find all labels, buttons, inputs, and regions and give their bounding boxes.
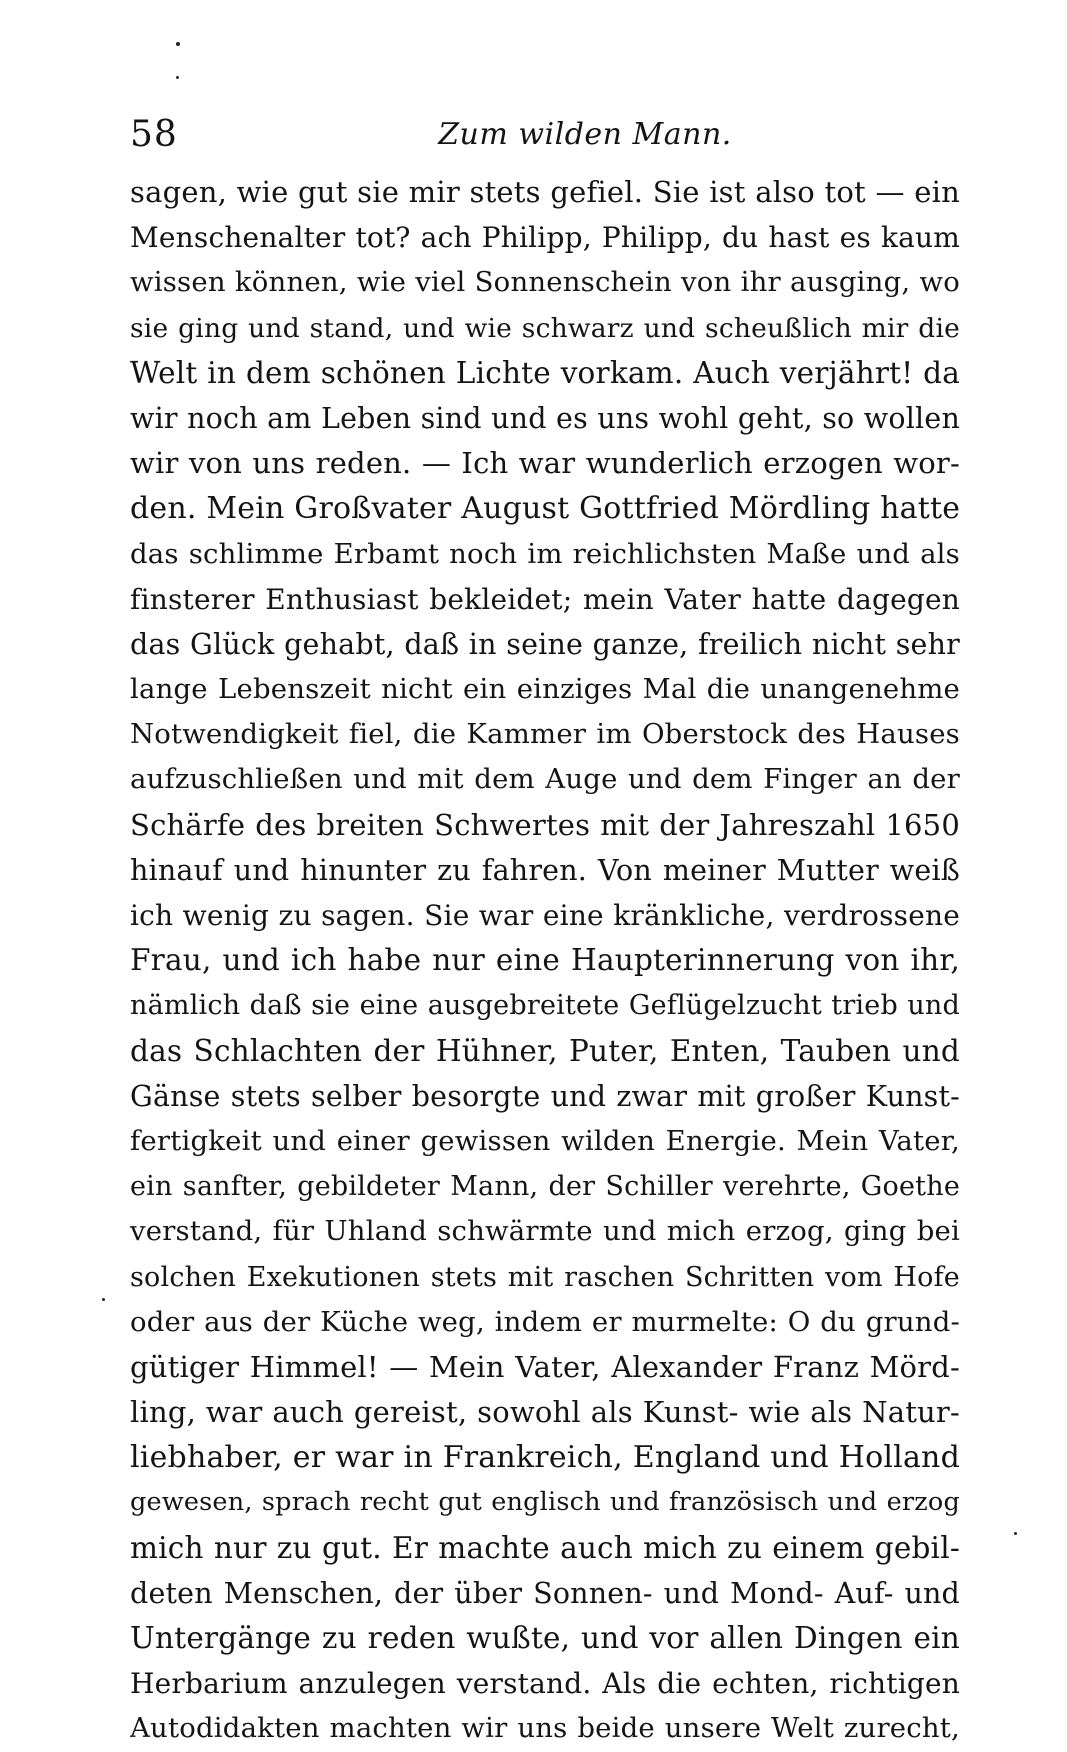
running-head: Zum wilden Mann. [438,117,732,152]
text-line: Schärfe des breiten Schwertes mit der Jahreszahl 1650 [130,807,960,842]
text-line: Herbarium anzulegen verstand. Als die echten, richtigen [130,1667,960,1701]
text-line: ein sanfter, gebildeter Mann, der Schiller verehrte, Goethe [130,1171,960,1203]
text-line: lange Lebenszeit nicht ein einziges Mal die unangenehme [130,673,960,706]
body-text [130,170,960,1752]
text-line: wir von uns reden. — Ich war wunderlich erzogen wor- [130,446,960,481]
text-line: sagen, wie gut sie mir stets gefiel. Sie ist also tot — ein [130,175,960,209]
text-line: nämlich daß sie eine ausgebreitete Geflügelzucht trieb und [130,990,960,1022]
text-line: deten Menschen, der über Sonnen- und Mond- Auf- und [130,1576,960,1610]
text-line: mich nur zu gut. Er machte auch mich zu einem gebil- [130,1530,960,1565]
text-line: Notwendigkeit fiel, die Kammer im Oberstock des Hauses [130,718,960,751]
text-line: Gänse stets selber besorgte und zwar mit großer Kunst- [130,1079,960,1113]
text-line: Autodidakten machten wir uns beide unsere Welt zurecht, [130,1712,960,1745]
text-line: Untergänge zu reden wußte, und vor allen Dingen ein [130,1621,960,1655]
scan-speck [176,76,179,79]
scan-speck [1014,1532,1017,1535]
text-line: hinauf und hinunter zu fahren. Von meiner Mutter weiß [130,853,960,887]
page-header [130,110,960,160]
text-line: gewesen, sprach recht gut englisch und französisch und erzog [130,1487,960,1518]
text-line: das Glück gehabt, daß in seine ganze, freilich nicht sehr [130,627,960,661]
text-line: wissen können, wie viel Sonnenschein von ihr ausging, wo [130,266,960,299]
text-line: solchen Exekutionen stets mit raschen Schritten vom Hofe [130,1261,960,1293]
page-number: 58 [130,114,178,155]
text-line: fertigkeit und einer gewissen wilden Energie. Mein Vater, [130,1124,960,1157]
text-line: sie ging und stand, und wie schwarz und scheußlich mir die [130,312,960,344]
text-line: finsterer Enthusiast bekleidet; mein Vater hatte dagegen [130,582,960,616]
text-line: wir noch am Leben sind und es uns wohl geht, so wollen [130,401,960,435]
text-line: ich wenig zu sagen. Sie war eine kränkliche, verdrossene [130,899,960,932]
text-line: das Schlachten der Hühner, Puter, Enten, Tauben und [130,1033,960,1068]
text-line: das schlimme Erbamt noch im reichlichsten Maße und als [130,537,960,570]
text-line: Menschenalter tot? ach Philipp, Philipp, du hast es kaum [130,221,960,255]
text-line: ling, war auch gereist, sowohl als Kunst- wie als Natur- [130,1395,960,1430]
scan-speck [102,1298,105,1301]
text-line: verstand, für Uhland schwärmte und mich erzog, ging bei [130,1215,960,1248]
text-line: aufzuschließen und mit dem Auge und dem Finger an der [130,763,960,796]
text-line: gütiger Himmel! — Mein Vater, Alexander Franz Mörd- [130,1349,960,1384]
text-line: oder aus der Küche weg, indem er murmelte: O du grund- [130,1305,960,1338]
text-line: Frau, und ich habe nur eine Haupterinnerung von ihr, [130,943,960,978]
text-line: Welt in dem schönen Lichte vorkam. Auch verjährt! da [130,355,960,390]
text-line: liebhaber, er war in Frankreich, England und Holland [130,1440,960,1476]
scan-speck [176,42,180,46]
text-line: den. Mein Großvater August Gottfried Mördling hatte [130,491,960,527]
